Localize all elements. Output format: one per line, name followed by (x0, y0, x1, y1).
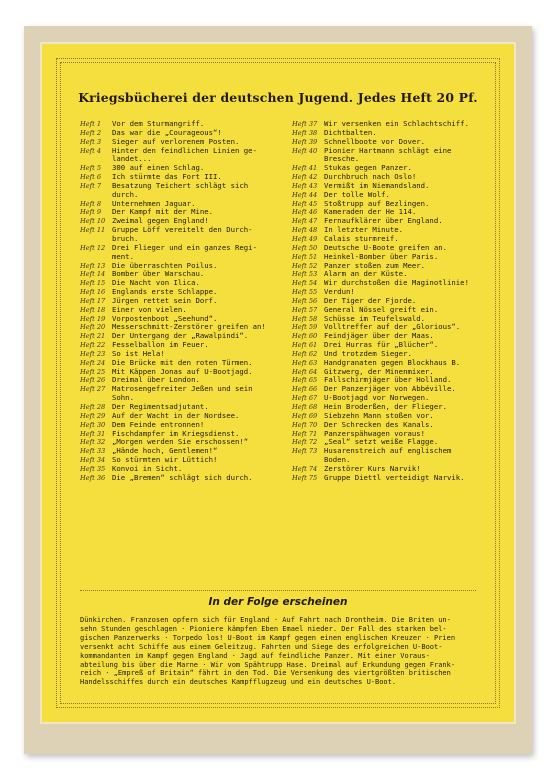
heft-number: Heft 64 (292, 367, 318, 376)
heft-title: Fesselballon im Feuer. (112, 340, 209, 350)
heft-title: Verdun! (324, 287, 355, 297)
heft-number: Heft 33 (80, 447, 106, 456)
heft-number: Heft 30 (80, 420, 106, 429)
heft-title: „Seal“ setzt weiße Flagge. (324, 437, 439, 447)
heft-number: Heft 66 (292, 385, 318, 394)
title-list-left (80, 120, 296, 483)
heft-title: Besatzung Teichert schlägt sich (112, 180, 249, 190)
heft-title: U-Bootjagd vor Norwegen. (324, 393, 430, 403)
heft-title: Sieger auf verlorenem Posten. (112, 136, 240, 146)
heft-number: Heft 69 (292, 411, 318, 420)
heft-title: Heinkel-Bomber über Paris. (324, 251, 439, 261)
heft-number: Heft 2 (80, 128, 102, 137)
heft-number: Heft 17 (80, 296, 106, 305)
list-item (292, 474, 498, 483)
heft-title: Englands erste Schlappe. (112, 287, 218, 297)
heft-number: Heft 70 (292, 420, 318, 429)
heft-number: Heft 5 (80, 164, 102, 173)
heft-number: Heft 54 (292, 279, 318, 288)
heft-title: Der Panzerjäger von Abbéville. (324, 384, 456, 394)
heft-number: Heft 62 (292, 349, 318, 358)
heft-number: Heft 1 (80, 120, 102, 128)
heft-number: Heft 51 (292, 252, 318, 261)
heft-title: Alarm an der Küste. (324, 269, 408, 279)
paragraph-line: versenkt acht Schiffe aus einem Geleitzug. Fahrten und Siege des erfolgreichen U-Boot- (80, 642, 443, 651)
heft-title: Siebzehn Mann stoßen vor. (324, 410, 434, 420)
heft-number: Heft 68 (292, 403, 318, 411)
heft-number: Heft 23 (80, 349, 106, 358)
heft-title: Pionier Hartmann schlägt eine (324, 145, 452, 155)
heft-number: Heft 63 (292, 358, 318, 367)
heft-title: Gruppe Löff vereitelt den Durch- (112, 225, 253, 235)
list-item (292, 279, 498, 288)
heft-number: Heft 20 (80, 323, 106, 332)
heft-title: Der Schrecken des Kanals. (324, 419, 434, 429)
heft-title: Die Brücke mit den roten Türmen. (112, 357, 253, 367)
heft-number: Heft 50 (292, 243, 318, 252)
heft-title: Konvoi in Sicht. (112, 463, 183, 473)
list-item (292, 120, 498, 129)
heft-number: Heft 32 (80, 438, 106, 447)
heft-number: Heft 11 (80, 226, 106, 235)
heft-title: Feindjäger über der Maas. (324, 331, 434, 341)
heft-title: Boden. (324, 455, 351, 465)
heft-title: Auf der Wacht in der Nordsee. (112, 410, 240, 420)
heft-title: Durchbruch nach Oslo! (324, 172, 417, 182)
heft-number: Heft 10 (80, 217, 106, 226)
heft-number: Heft 52 (292, 261, 318, 270)
heft-title: Fallschirmjäger über Holland. (324, 375, 452, 385)
heft-title: Panzerspähwagen voraus! (324, 428, 426, 438)
heft-number: Heft 56 (292, 296, 318, 305)
heft-number: Heft 13 (80, 261, 106, 270)
heft-title: Panzer stoßen zum Meer. (324, 260, 426, 270)
heft-number: Heft 25 (80, 367, 106, 376)
heft-number: Heft 44 (292, 190, 318, 199)
heft-title: General Nössel greift ein. (324, 304, 439, 314)
heft-title: Der Tiger der Fjorde. (324, 295, 417, 305)
heft-title: Calais sturmreif. (324, 233, 399, 243)
heft-number: Heft 14 (80, 270, 106, 279)
heft-number: Heft 37 (292, 120, 318, 128)
heft-title: 300 auf einen Schlag. (112, 163, 205, 173)
heft-title: Gitzwerg, der Minenmixer. (324, 366, 434, 376)
heft-title: Volltreffer auf der „Glorious“. (324, 322, 461, 332)
list-item (292, 147, 498, 156)
heft-title: Wir durchstoßen die Maginotlinie! (324, 278, 469, 288)
heft-title: Dichtbalten. (324, 127, 377, 137)
heft-title: Der Regimentsadjutant. (112, 402, 209, 411)
heft-title: Hinter den feindlichen Linien ge- (112, 145, 257, 155)
list-item (292, 182, 498, 191)
heft-title: Hein Broderßen, der Flieger. (324, 402, 448, 411)
heft-title: Vermißt im Niemandsland. (324, 180, 430, 190)
heft-title: Husarenstreich auf englischem (324, 446, 452, 456)
paragraph-line: gischen Panzerwerks · Torpedo los! U-Boot im Kampf gegen einen englischen Kreuzer · Prien (80, 633, 456, 642)
heft-number: Heft 55 (292, 288, 318, 297)
heft-number: Heft 31 (80, 429, 106, 438)
heft-title: Handgranaten gegen Blockhaus B. (324, 357, 461, 367)
heft-number: Heft 53 (292, 270, 318, 279)
heft-title: Drei Flieger und ein ganzes Regi- (112, 242, 257, 252)
yellow-panel (40, 42, 516, 724)
heft-title: landet... (112, 154, 152, 164)
heft-title: Bresche. (324, 154, 360, 164)
heft-number: Heft 3 (80, 137, 102, 146)
series-title: Kriegsbücherei der deutschen Jugend. Jedes Heft 20 Pf. (78, 90, 478, 105)
heft-number: Heft 12 (80, 243, 106, 252)
heft-number: Heft 74 (292, 464, 318, 473)
heft-number: Heft 18 (80, 305, 106, 314)
heft-title: Gruppe Diettl verteidigt Narvik. (324, 472, 465, 482)
heft-number: Heft 28 (80, 403, 106, 411)
paragraph-line: sehn Stunden geschlagen · Pioniere kämpfen Eben Emael nieder. Der Fall des starken bel- (80, 624, 447, 633)
forthcoming-paragraph (80, 616, 476, 687)
heft-title: Der Kampf mit der Mine. (112, 207, 214, 217)
heft-number: Heft 36 (80, 473, 106, 482)
heft-title: Jürgen rettet sein Dorf. (112, 295, 218, 305)
list-item (80, 474, 296, 483)
heft-title: So ist Hela! (112, 348, 165, 358)
heft-title: Schnellboote vor Dover. (324, 136, 426, 146)
heft-title: Stoßtrupp auf Bezlingen. (324, 198, 430, 208)
heft-title: Drei Hurras für „Blücher“. (324, 340, 439, 350)
heft-title: Der Untergang der „Rawalpindi“. (112, 331, 249, 341)
heft-title: Vorpostenboot „Seehund“. (112, 313, 218, 323)
heft-title: Und trotzdem Sieger. (324, 348, 412, 358)
heft-title: Messerschmitt-Zerstörer greifen an! (112, 322, 266, 332)
heft-number: Heft 58 (292, 314, 318, 323)
heft-number: Heft 57 (292, 305, 318, 314)
heft-title: Einer von vielen. (112, 304, 187, 314)
heft-title: Dreimal über London. (112, 375, 200, 385)
heft-title: Die überraschten Poilus. (112, 260, 218, 270)
heft-number: Heft 60 (292, 332, 318, 341)
heft-title: Schüsse im Teufelswald. (324, 313, 426, 323)
heft-title: Fischdampfer im Kriegsdienst. (112, 428, 240, 438)
heft-title: Mit Käppen Jonas auf U-Bootjagd. (112, 366, 253, 376)
heft-number: Heft 65 (292, 376, 318, 385)
heft-number: Heft 24 (80, 358, 106, 367)
heft-title: Zweimal gegen England! (112, 216, 209, 226)
heft-title: Sohn. (112, 393, 134, 403)
heft-number: Heft 34 (80, 456, 106, 465)
title-list-right (292, 120, 498, 483)
heft-number: Heft 46 (292, 208, 318, 217)
heft-title: Matrosengefreiter Jeßen und sein (112, 384, 253, 394)
heft-number: Heft 47 (292, 217, 318, 226)
heft-title: Dem Feinde entronnen! (112, 419, 205, 429)
paragraph-line: Handelsschiffes durch ein deutsches Kampfflugzeug und ein deutsches U-Boot. (80, 678, 397, 687)
heft-title: Unternehmen Jaguar. (112, 198, 196, 208)
heft-title: Fernaufklärer über England. (324, 216, 443, 226)
heft-title: Deutsche U-Boote greifen an. (324, 242, 448, 252)
heft-title: Der tolle Wolf. (324, 189, 390, 199)
heft-number: Heft 41 (292, 164, 318, 173)
paragraph-line: abteilung bis über die Marne · Wir vom Spähtrupp Hase. Dreimal auf Erkundung gegen Frank- (80, 660, 456, 669)
heft-number: Heft 6 (80, 173, 102, 182)
heft-number: Heft 40 (292, 146, 318, 155)
heft-title: So stürmten wir Lüttich! (112, 455, 218, 465)
heft-number: Heft 73 (292, 447, 318, 456)
heft-number: Heft 27 (80, 385, 106, 394)
heft-number: Heft 26 (80, 376, 106, 385)
heft-number: Heft 71 (292, 429, 318, 438)
heft-number: Heft 7 (80, 181, 102, 190)
heft-number: Heft 29 (80, 411, 106, 420)
heft-number: Heft 61 (292, 341, 318, 350)
heft-title: durch. (112, 189, 139, 199)
heft-title: „Hände hoch, Gentlemen!“ (112, 446, 218, 456)
heft-number: Heft 59 (292, 323, 318, 332)
heft-title: Bomber über Warschau. (112, 269, 205, 279)
list-item (292, 447, 498, 456)
heft-number: Heft 35 (80, 464, 106, 473)
heft-title: ment. (112, 251, 134, 261)
heft-title: Die „Bremen“ schlägt sich durch. (112, 472, 253, 482)
heft-number: Heft 38 (292, 128, 318, 137)
paragraph-line: kommandanten im Kampf gegen England · Jagd auf feindliche Panzer. Mit einer Voraus- (80, 651, 430, 660)
heft-title: Das war die „Courageous“! (112, 127, 222, 137)
paragraph-line: Dünkirchen. Franzosen opfern sich für England · Auf Fahrt nach Drontheim. Die Briten un- (80, 616, 451, 624)
heft-title: Kameraden der He 114. (324, 207, 417, 217)
heft-number: Heft 22 (80, 341, 106, 350)
heft-title: bruch. (112, 233, 139, 243)
heft-number: Heft 9 (80, 208, 102, 217)
heft-number: Heft 45 (292, 199, 318, 208)
section-divider (80, 590, 476, 591)
heft-title: Wir versenken ein Schlachtschiff. (324, 119, 469, 128)
heft-title: Die Nacht von Ilica. (112, 278, 200, 288)
paragraph-line: reich · „Empreß of Britain“ fährt in den Tod. Die Versenkung des viertgrößten britischen (80, 669, 451, 678)
heft-title: Ich stürmte das Fort III. (112, 172, 222, 182)
heft-number: Heft 72 (292, 438, 318, 447)
heft-number: Heft 39 (292, 137, 318, 146)
heft-number: Heft 15 (80, 279, 106, 288)
heft-number: Heft 48 (292, 226, 318, 235)
heft-title: Stukas gegen Panzer. (324, 163, 412, 173)
heft-number: Heft 8 (80, 199, 102, 208)
heft-number: Heft 49 (292, 234, 318, 243)
heft-title: In letzter Minute. (324, 225, 404, 235)
forthcoming-heading: In der Folge erscheinen (208, 596, 348, 608)
heft-number: Heft 19 (80, 314, 106, 323)
heft-title: Vor dem Sturmangriff. (112, 119, 205, 128)
heft-number: Heft 42 (292, 173, 318, 182)
heft-number: Heft 75 (292, 473, 318, 482)
booklet-back-cover (24, 26, 532, 754)
heft-title: „Morgen werden Sie erschossen!“ (112, 437, 249, 447)
heft-title: Zerstörer Kurs Narvik! (324, 463, 421, 473)
heft-number: Heft 21 (80, 332, 106, 341)
heft-number: Heft 16 (80, 288, 106, 297)
heft-number: Heft 43 (292, 181, 318, 190)
heft-number: Heft 4 (80, 146, 102, 155)
heft-number: Heft 67 (292, 394, 318, 403)
